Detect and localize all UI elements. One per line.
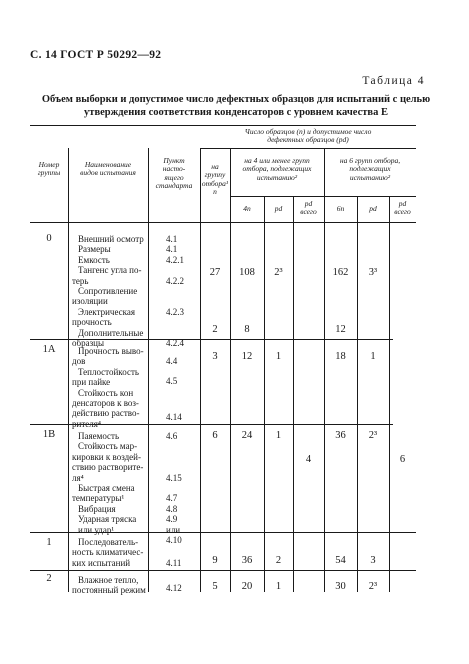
clause: 4.12 [166, 583, 182, 593]
sample-4n: 12 [241, 351, 253, 362]
rule-header-bottom [30, 222, 416, 223]
pd-6: 2³ [368, 430, 378, 441]
pd-6: 1 [370, 351, 376, 362]
test-name: ких испытаний [72, 557, 131, 568]
sample-n: 27 [209, 267, 221, 278]
pd-6: 3 [370, 555, 376, 566]
test-name: при пайке [72, 377, 111, 388]
pd-4: 2³ [274, 267, 283, 278]
group-number: 1 [46, 537, 52, 548]
page-header: С. 14 ГОСТ Р 50292—92 [30, 49, 162, 61]
test-name: ствию растворите- [72, 462, 144, 473]
test-name: Тангенс угла по- [78, 265, 142, 276]
clause: 4.15 [166, 472, 182, 483]
pd-4: 1 [275, 351, 282, 362]
col-divider [200, 148, 201, 592]
col-header-samples: Число образцов (n) и допустимое число дефектных образцов (pd) [244, 127, 372, 145]
test-name: Сопротивление [78, 286, 138, 297]
sample-n: 5 [212, 581, 218, 592]
test-name: Емкость [78, 254, 110, 265]
test-name: рителя⁴ [72, 418, 102, 429]
sample-4n: 36 [241, 555, 253, 566]
col-header-test-name: Наименование видов испытания [80, 160, 136, 178]
test-name-list [72, 575, 146, 596]
col-header-six-groups: на 6 групп отбора, подлежащих испытанию² [339, 156, 401, 182]
pd-6: 2³ [368, 581, 378, 592]
sample-4n: 108 [239, 267, 255, 278]
group-number: 0 [46, 233, 52, 244]
sample-4n: 24 [241, 430, 253, 441]
sample-4n: 20 [241, 581, 253, 592]
test-name-list [72, 234, 144, 348]
test-name: Ударная тряска [78, 514, 137, 525]
clause: 4.1 [166, 244, 178, 255]
test-name: Электрическая [78, 306, 136, 317]
group-number: 1А [42, 344, 56, 355]
test-name: Теплостойкость [78, 366, 139, 377]
test-name: Быстрая смена [78, 483, 135, 494]
clause: 4.7 [166, 493, 178, 504]
test-name: Последователь- [78, 537, 139, 547]
clause-list [166, 431, 182, 545]
test-name: постоянный режим [72, 585, 146, 596]
test-name: Паяемость [78, 431, 120, 441]
table-title-line: Объем выборки и допустимое число дефектных образцов для испытаний с целью [41, 94, 431, 105]
clause: 4.11 [166, 558, 182, 568]
test-name: Влажное тепло, [78, 575, 139, 585]
test-name: прочность [72, 317, 112, 328]
col-divider [148, 148, 149, 592]
clause: 4.9 [166, 514, 178, 525]
test-name: Внешний осмотр [78, 234, 144, 244]
col-divider [293, 196, 294, 592]
group-number: 2 [46, 573, 52, 584]
col-divider [230, 148, 231, 592]
test-name-list [72, 431, 143, 535]
clause: 4.2.2 [166, 275, 184, 286]
rule-group [30, 570, 416, 571]
group-number: 1В [42, 429, 56, 440]
clause: 4.8 [166, 503, 178, 514]
test-name: Дополнительные [78, 327, 144, 338]
clause: 4.14 [166, 412, 182, 422]
col-divider [324, 148, 325, 592]
test-name-list [72, 537, 143, 568]
clause: или [166, 524, 181, 535]
col-divider [264, 196, 265, 592]
clause: 4.2.4 [166, 338, 184, 349]
test-name: ность климатичес- [72, 547, 144, 558]
table-title [30, 93, 442, 119]
col-header-6n: 6n [336, 204, 345, 213]
clause: 4.1 [166, 234, 178, 244]
table-title-line: утверждения соответствия конденсаторов с уровнем качества Е [84, 107, 388, 118]
rule [200, 148, 416, 149]
test-name: действию раство- [72, 408, 140, 419]
sample-n: 6 [212, 430, 218, 441]
test-name: кировки к воздей- [72, 451, 141, 462]
rule-top [30, 125, 416, 126]
test-name: Прочность выво- [78, 346, 144, 356]
sample-6n: 162 [332, 267, 349, 278]
test-name: Размеры [78, 244, 111, 255]
pd-4-total: 4 [305, 454, 312, 465]
col-header-pd: pd [274, 204, 283, 213]
test-name: или удар¹ [78, 524, 115, 535]
sample-4n-extra: 8 [244, 324, 250, 335]
clause-list [166, 234, 184, 348]
test-name: Стойкость кон [78, 387, 134, 398]
test-name: Стойкость мар- [78, 441, 138, 452]
test-name: ля⁴ [72, 472, 84, 483]
col-divider [357, 196, 358, 592]
col-divider [389, 196, 390, 592]
col-header-pd: pd [369, 204, 377, 213]
sample-n-extra: 2 [212, 324, 218, 335]
clause: 4.2.1 [166, 254, 184, 265]
test-name: денсаторов к воз- [72, 398, 139, 409]
test-name: температуры¹ [72, 493, 125, 504]
sample-6n: 18 [335, 351, 346, 362]
test-name: Вибрация [78, 503, 116, 514]
test-name: терь [72, 275, 89, 286]
pd-4: 1 [275, 581, 282, 592]
clause: 4.5 [166, 376, 178, 386]
col-header-per-group: на группу отбора¹ n [201, 162, 229, 197]
col-header-clause: Пункт насто- ящего стандарта [155, 156, 193, 191]
sample-6n: 36 [335, 430, 346, 441]
col-header-pd-total: pd всего [300, 199, 317, 217]
col-header-4n: 4n [243, 204, 251, 213]
sample-6n-extra: 12 [335, 324, 346, 335]
test-name: образцы [72, 338, 104, 349]
pd-6-total: 6 [399, 454, 406, 465]
pd-6: 3³ [368, 267, 378, 278]
clause: 4.2.3 [166, 306, 184, 317]
pd-4: 2 [275, 555, 282, 566]
pd-4: 1 [275, 430, 282, 441]
clause: 4.6 [166, 431, 178, 441]
clause: 4.10 [166, 535, 182, 546]
test-name: изоляции [72, 296, 108, 307]
clause: 4.4 [166, 356, 178, 366]
sample-n: 3 [212, 351, 218, 362]
table-label: Таблица 4 [362, 75, 425, 87]
test-name: дов [72, 356, 86, 367]
col-header-four-groups: на 4 или менее групп отбора, подлежащих испытанию² [242, 156, 312, 182]
col-divider [68, 148, 69, 592]
col-header-pd-total: pd всего [394, 199, 411, 217]
sample-6n: 54 [335, 555, 346, 566]
test-name-list [72, 346, 144, 429]
sample-6n: 30 [335, 581, 346, 592]
sample-n: 9 [212, 555, 218, 566]
col-header-group-no: Номер группы [37, 160, 61, 178]
